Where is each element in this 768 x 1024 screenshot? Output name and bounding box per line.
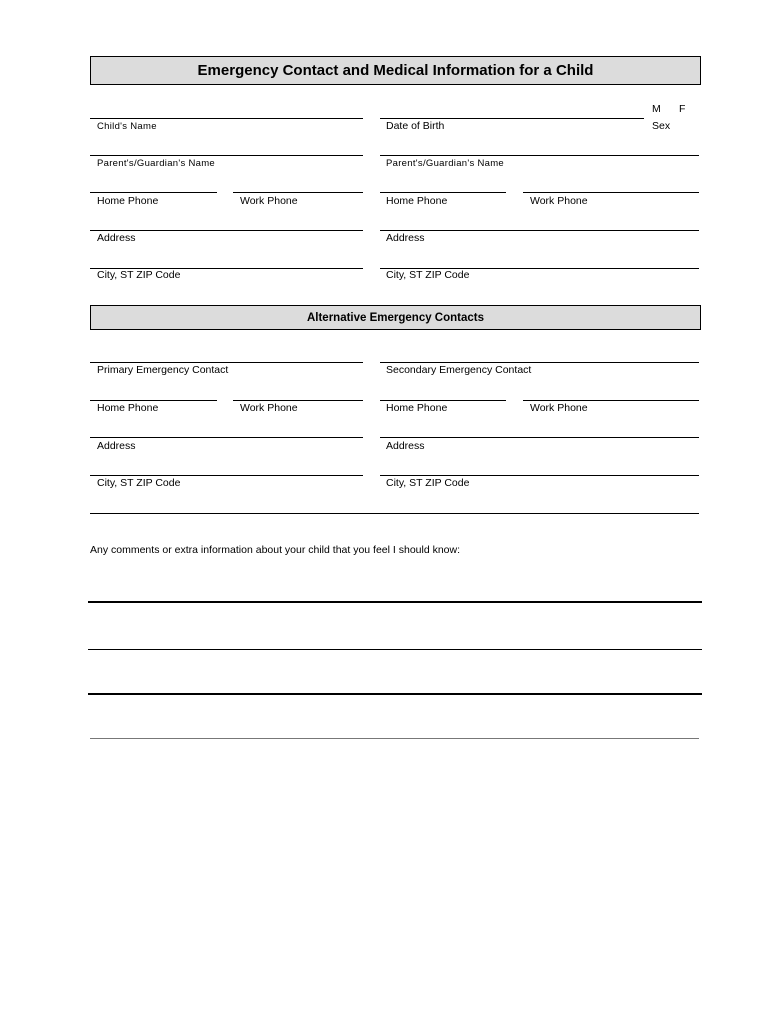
primary-city-label: City, ST ZIP Code — [97, 477, 181, 489]
primary-address-label: Address — [97, 440, 136, 452]
secondary-work-phone-label: Work Phone — [530, 402, 588, 414]
primary-contact-label: Primary Emergency Contact — [97, 364, 229, 376]
secondary-address-label: Address — [386, 440, 425, 452]
child-name-field[interactable] — [90, 118, 363, 119]
dob-field[interactable] — [380, 118, 644, 119]
primary-home-phone-field[interactable] — [90, 400, 217, 401]
guardian-right-address-label: Address — [386, 232, 425, 244]
guardian-right-home-phone-label: Home Phone — [386, 195, 448, 207]
child-name-label: Child's Name — [97, 121, 157, 132]
guardian-left-city-label: City, ST ZIP Code — [97, 269, 181, 281]
secondary-home-phone-field[interactable] — [380, 400, 506, 401]
comment-line-4[interactable] — [90, 738, 699, 739]
secondary-city-field[interactable] — [380, 475, 699, 476]
primary-contact-field[interactable] — [90, 362, 363, 363]
guardian-left-work-phone-field[interactable] — [233, 192, 363, 193]
section-divider — [90, 513, 699, 514]
guardian-left-name-label: Parent's/Guardian's Name — [97, 158, 216, 169]
guardian-left-name-field[interactable] — [90, 155, 363, 156]
comment-line-3[interactable] — [88, 693, 702, 695]
guardian-left-home-phone-field[interactable] — [90, 192, 217, 193]
secondary-city-label: City, ST ZIP Code — [386, 477, 470, 489]
guardian-right-address-field[interactable] — [380, 230, 699, 231]
secondary-work-phone-field[interactable] — [523, 400, 699, 401]
primary-work-phone-label: Work Phone — [240, 402, 298, 414]
primary-city-field[interactable] — [90, 475, 363, 476]
comments-prompt: Any comments or extra information about your child that you feel I should know: — [90, 544, 461, 556]
form-title-text: Emergency Contact and Medical Information for a Child — [197, 62, 594, 79]
comment-line-1[interactable] — [88, 601, 702, 603]
guardian-right-name-label: Parent's/Guardian's Name — [386, 158, 505, 169]
primary-home-phone-label: Home Phone — [97, 402, 159, 414]
secondary-address-field[interactable] — [380, 437, 699, 438]
guardian-left-home-phone-label: Home Phone — [97, 195, 159, 207]
secondary-contact-field[interactable] — [380, 362, 699, 363]
guardian-right-city-label: City, ST ZIP Code — [386, 269, 470, 281]
alt-contacts-header-text: Alternative Emergency Contacts — [306, 311, 485, 324]
sex-option-f[interactable]: F — [679, 103, 686, 115]
guardian-right-work-phone-field[interactable] — [523, 192, 699, 193]
sex-option-m[interactable]: M — [652, 103, 661, 115]
secondary-home-phone-label: Home Phone — [386, 402, 448, 414]
form-title — [90, 56, 701, 85]
guardian-left-address-field[interactable] — [90, 230, 363, 231]
alt-contacts-header — [90, 305, 701, 330]
dob-label: Date of Birth — [386, 120, 445, 132]
secondary-contact-label: Secondary Emergency Contact — [386, 364, 532, 376]
sex-label: Sex — [652, 120, 671, 132]
guardian-right-work-phone-label: Work Phone — [530, 195, 588, 207]
comment-line-2[interactable] — [88, 649, 702, 650]
guardian-right-name-field[interactable] — [380, 155, 699, 156]
guardian-right-home-phone-field[interactable] — [380, 192, 506, 193]
primary-work-phone-field[interactable] — [233, 400, 363, 401]
guardian-left-address-label: Address — [97, 232, 136, 244]
guardian-left-work-phone-label: Work Phone — [240, 195, 298, 207]
primary-address-field[interactable] — [90, 437, 363, 438]
